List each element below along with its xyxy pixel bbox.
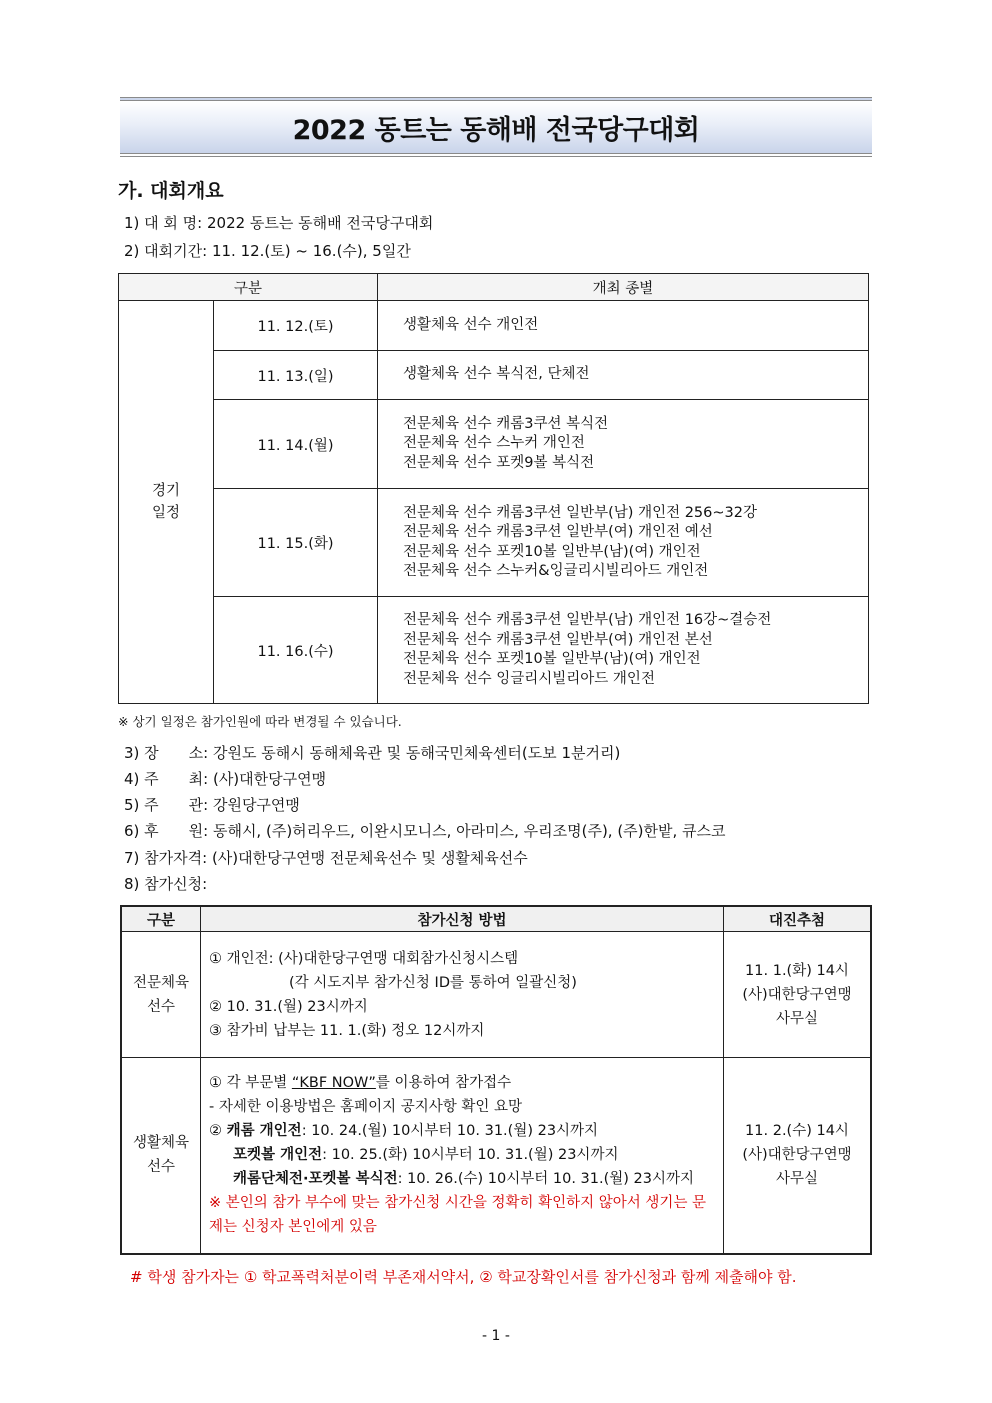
application-method-cell [201, 932, 724, 1058]
schedule-events [378, 489, 869, 597]
application-draw-cell [724, 932, 872, 1058]
item-eligibility: 7) 참가자격: (사)대한당구연맹 전문체육선수 및 생활체육선수 [124, 849, 528, 867]
schedule-event: 전문체육 선수 포켓10볼 일반부(남)(여) 개인전 [403, 651, 701, 667]
schedule-event: 생활체육 선수 개인전 [403, 316, 539, 333]
footer-note: # 학생 참가자는 ① 학교폭력처분이력 부존재서약서, ② 학교장확인서를 참가신청과 함께 제출해야 함. [130, 1268, 797, 1286]
schedule-date: 11. 13.(일) [214, 351, 378, 400]
application-category-line: 선수 [146, 998, 175, 1015]
schedule-category-line: 경기 [151, 483, 180, 499]
schedule-note: ※ 상기 일정은 참가인원에 따라 변경될 수 있습니다. [118, 714, 402, 729]
schedule-event: 전문체육 선수 포켓10볼 일반부(남)(여) 개인전 [403, 543, 701, 560]
schedule-event: 전문체육 선수 포켓9볼 복식전 [403, 454, 595, 471]
application-header-row [121, 906, 871, 932]
method-bold-text: 포켓볼 개인전 [233, 1147, 323, 1164]
schedule-event: 전문체육 선수 캐롬3쿠션 일반부(여) 개인전 본선 [403, 631, 713, 648]
method-text: ② [209, 1123, 227, 1140]
application-category-cell [121, 932, 201, 1058]
page-title: 2022 동트는 동해배 전국당구대회 [292, 114, 700, 146]
schedule-event: 전문체육 선수 잉글리시빌리아드 개인전 [403, 670, 655, 687]
method-line: ③ 참가비 납부는 11. 1.(화) 정오 12시까지 [209, 1022, 485, 1039]
schedule-date: 11. 15.(화) [214, 489, 378, 597]
draw-line: 11. 1.(화) 14시 [745, 962, 849, 979]
schedule-event: 전문체육 선수 캐롬3쿠션 복식전 [403, 415, 609, 432]
schedule-category-cell [119, 301, 214, 704]
draw-line: 사무실 [775, 1171, 819, 1188]
draw-line: 사무실 [775, 1010, 819, 1027]
method-bold-text: 캐롬단체전·포켓볼 복식전 [233, 1171, 398, 1188]
section-heading: 가. 대회개요 [118, 180, 224, 202]
schedule-event: 전문체육 선수 캐롬3쿠션 일반부(남) 개인전 16강~결승전 [403, 612, 772, 628]
method-line: (각 시도지부 참가신청 ID를 통하여 일괄신청) [289, 974, 577, 991]
schedule-date: 11. 16.(수) [214, 597, 378, 704]
method-line [209, 1143, 723, 1167]
method-text: 를 이용하여 참가접수 [375, 1075, 512, 1092]
method-text: ① 각 부문별 [209, 1075, 292, 1092]
draw-line: 11. 2.(수) 14시 [745, 1123, 849, 1140]
method-text: : 10. 24.(월) 10시부터 10. 31.(월) 23시까지 [301, 1123, 599, 1140]
schedule-events [378, 301, 869, 351]
application-category-line: 전문체육 [132, 974, 190, 991]
schedule-event: 전문체육 선수 스누커 개인전 [403, 435, 585, 452]
method-line [209, 1119, 723, 1143]
method-line: - 자세한 이용방법은 홈페이지 공지사항 확인 요망 [209, 1099, 523, 1116]
item-name: 1) 대 회 명: 2022 동트는 동해배 전국당구대회 [124, 214, 434, 232]
schedule-date: 11. 12.(토) [214, 301, 378, 351]
item-organizer: 5) 주 관: 강원당구연맹 [124, 796, 300, 814]
application-category-line: 선수 [146, 1159, 175, 1176]
kbf-now-link[interactable]: “KBF NOW” [291, 1075, 376, 1092]
method-text: : 10. 26.(수) 10시부터 10. 31.(월) 23시까지 [397, 1171, 695, 1188]
table-row [119, 597, 869, 704]
schedule-event: 전문체육 선수 캐롬3쿠션 일반부(남) 개인전 256~32강 [403, 504, 757, 521]
application-header-draw: 대진추첨 [724, 906, 872, 932]
schedule-header-row [119, 274, 869, 301]
schedule-header-events: 개최 종별 [378, 274, 869, 301]
item-period: 2) 대회기간: 11. 12.(토) ~ 16.(수), 5일간 [124, 242, 411, 260]
draw-line: (사)대한당구연맹 [742, 986, 852, 1003]
schedule-events [378, 597, 869, 704]
item-sponsor: 6) 후 원: 동해시, (주)허리우드, 이완시모니스, 아라미스, 우리조명(주), (주)한밭, 큐스코 [124, 822, 726, 840]
schedule-events [378, 400, 869, 489]
application-table [120, 905, 872, 1255]
application-header-category: 구분 [121, 906, 201, 932]
page-number: - 1 - [482, 1328, 510, 1344]
schedule-table [118, 273, 869, 704]
table-row [119, 301, 869, 351]
application-draw-cell [724, 1058, 872, 1254]
application-category-line: 생활체육 [132, 1135, 190, 1152]
method-line: ① 개인전: (사)대한당구연맹 대회참가신청시스템 [209, 950, 519, 967]
schedule-category-line: 일정 [151, 505, 180, 521]
schedule-date: 11. 14.(월) [214, 400, 378, 489]
method-line [209, 1071, 723, 1095]
table-row [119, 351, 869, 400]
item-venue: 3) 장 소: 강원도 동해시 동해체육관 및 동해국민체육센터(도보 1분거리) [124, 744, 621, 762]
schedule-event: 생활체육 선수 복식전, 단체전 [403, 366, 590, 383]
item-application: 8) 참가신청: [124, 875, 208, 893]
title-banner [120, 97, 872, 157]
item-host: 4) 주 최: (사)대한당구연맹 [124, 770, 327, 788]
application-method-cell [201, 1058, 724, 1254]
table-row [121, 1058, 871, 1254]
schedule-events [378, 351, 869, 400]
application-header-method: 참가신청 방법 [201, 906, 724, 932]
application-category-cell [121, 1058, 201, 1254]
schedule-event: 전문체육 선수 스누커&잉글리시빌리아드 개인전 [403, 563, 709, 579]
table-row [119, 400, 869, 489]
method-bold-text: 캐롬 개인전 [226, 1123, 302, 1140]
method-line [209, 1167, 723, 1191]
schedule-event: 전문체육 선수 캐롬3쿠션 일반부(여) 개인전 예선 [403, 524, 713, 540]
method-line: ② 10. 31.(월) 23시까지 [209, 998, 368, 1015]
method-text: : 10. 25.(화) 10시부터 10. 31.(월) 23시까지 [322, 1147, 619, 1164]
application-warning: ※ 본인의 참가 부수에 맞는 참가신청 시간을 정확히 확인하지 않아서 생기는 문제는 신청자 본인에게 있음 [209, 1195, 707, 1236]
schedule-header-category: 구분 [119, 274, 378, 301]
table-row [121, 932, 871, 1058]
table-row [119, 489, 869, 597]
draw-line: (사)대한당구연맹 [742, 1147, 852, 1164]
